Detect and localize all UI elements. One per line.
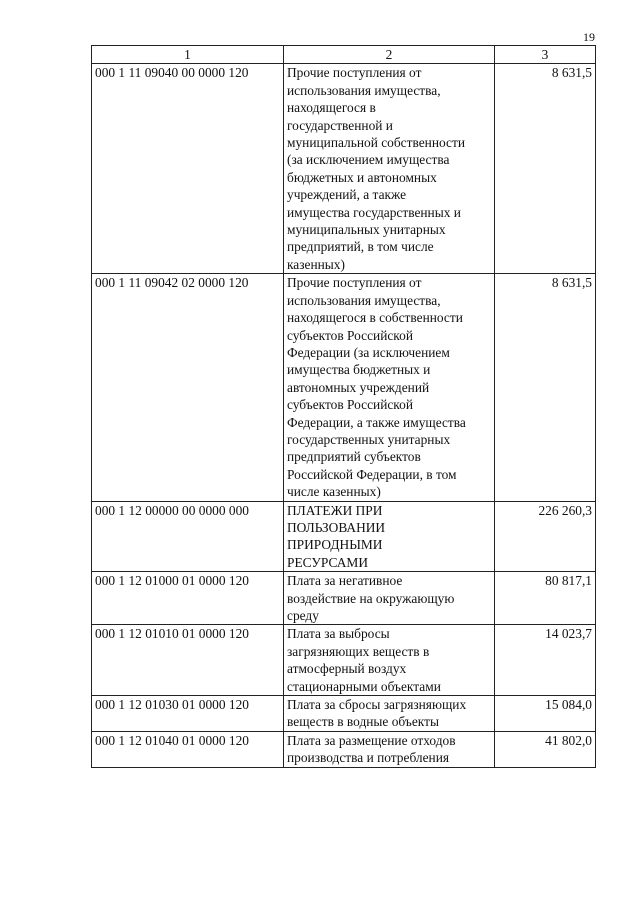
description-line: предприятий, в том числе [287, 239, 434, 255]
description-line: производства и потребления [287, 750, 450, 766]
description-line: атмосферный воздух [287, 661, 407, 677]
description-line: субъектов Российской [287, 327, 413, 343]
description-cell [284, 731, 495, 767]
table-row [92, 501, 596, 572]
budget-revenue-table [91, 45, 596, 768]
description-line: Федерации (за исключением [287, 344, 450, 360]
description-line: автономных учреждений [287, 379, 430, 395]
description-line: Прочие поступления от [287, 65, 422, 81]
budget-code-cell: 000 1 11 09040 00 0000 120 [92, 64, 284, 274]
amount-cell: 226 260,3 [495, 501, 596, 572]
description-line: (за исключением имущества [287, 152, 450, 168]
description-line: Федерации, а также имущества [287, 414, 466, 430]
table-row [92, 731, 596, 767]
budget-code-cell: 000 1 12 01010 01 0000 120 [92, 625, 284, 696]
description-line: Плата за выбросы [287, 626, 390, 642]
header-row [92, 46, 596, 64]
budget-code-cell: 000 1 12 01040 01 0000 120 [92, 731, 284, 767]
amount-cell: 14 023,7 [495, 625, 596, 696]
description-line: Прочие поступления от [287, 275, 422, 291]
budget-code-cell: 000 1 12 01000 01 0000 120 [92, 572, 284, 625]
description-line: воздействие на окружающую [287, 590, 455, 606]
description-line: учреждений, а также [287, 187, 407, 203]
description-line: загрязняющих веществ в [287, 643, 430, 659]
amount-cell: 41 802,0 [495, 731, 596, 767]
column-header-description: 2 [284, 46, 495, 64]
description-line: муниципальных унитарных [287, 222, 446, 238]
description-line: стационарными объектами [287, 678, 441, 694]
description-cell [284, 64, 495, 274]
amount-cell: 80 817,1 [495, 572, 596, 625]
table-row [92, 625, 596, 696]
description-line: государственной и [287, 117, 393, 133]
budget-code-cell: 000 1 11 09042 02 0000 120 [92, 274, 284, 501]
description-line: Плата за негативное [287, 573, 403, 589]
description-cell [284, 274, 495, 501]
amount-cell: 8 631,5 [495, 64, 596, 274]
table-row [92, 696, 596, 732]
budget-code-cell: 000 1 12 00000 00 0000 000 [92, 501, 284, 572]
description-line: Плата за сбросы загрязняющих [287, 697, 467, 713]
description-line: РЕСУРСАМИ [287, 554, 368, 570]
description-line: Российской Федерации, в том [287, 466, 457, 482]
description-line: ПРИРОДНЫМИ [287, 537, 383, 553]
description-line: Плата за размещение отходов [287, 732, 456, 748]
description-line: казенных) [287, 256, 345, 272]
table-header [92, 46, 596, 64]
amount-cell: 8 631,5 [495, 274, 596, 501]
column-header-code: 1 [92, 46, 284, 64]
description-cell [284, 696, 495, 732]
description-line: использования имущества, [287, 292, 441, 308]
table-row [92, 64, 596, 274]
amount-cell: 15 084,0 [495, 696, 596, 732]
description-line: находящегося в собственности [287, 310, 463, 326]
description-cell [284, 625, 495, 696]
description-line: государственных унитарных [287, 431, 451, 447]
description-line: ПЛАТЕЖИ ПРИ [287, 502, 383, 518]
budget-code-cell: 000 1 12 01030 01 0000 120 [92, 696, 284, 732]
description-line: ПОЛЬЗОВАНИИ [287, 519, 386, 535]
description-line: имущества государственных и [287, 204, 461, 220]
description-line: веществ в водные объекты [287, 714, 439, 730]
description-line: находящегося в [287, 100, 376, 116]
description-line: использования имущества, [287, 82, 441, 98]
page-number: 19 [583, 30, 595, 44]
description-line: имущества бюджетных и [287, 362, 431, 378]
table-row [92, 274, 596, 501]
description-line: бюджетных и автономных [287, 169, 437, 185]
description-line: среду [287, 608, 319, 623]
description-line: муниципальной собственности [287, 135, 465, 151]
description-cell [284, 572, 495, 625]
description-line: числе казенных) [287, 484, 381, 500]
column-header-amount: 3 [495, 46, 596, 64]
description-cell [284, 501, 495, 572]
table-body [92, 64, 596, 767]
table-row [92, 572, 596, 625]
description-line: предприятий субъектов [287, 449, 421, 465]
description-line: субъектов Российской [287, 397, 413, 413]
